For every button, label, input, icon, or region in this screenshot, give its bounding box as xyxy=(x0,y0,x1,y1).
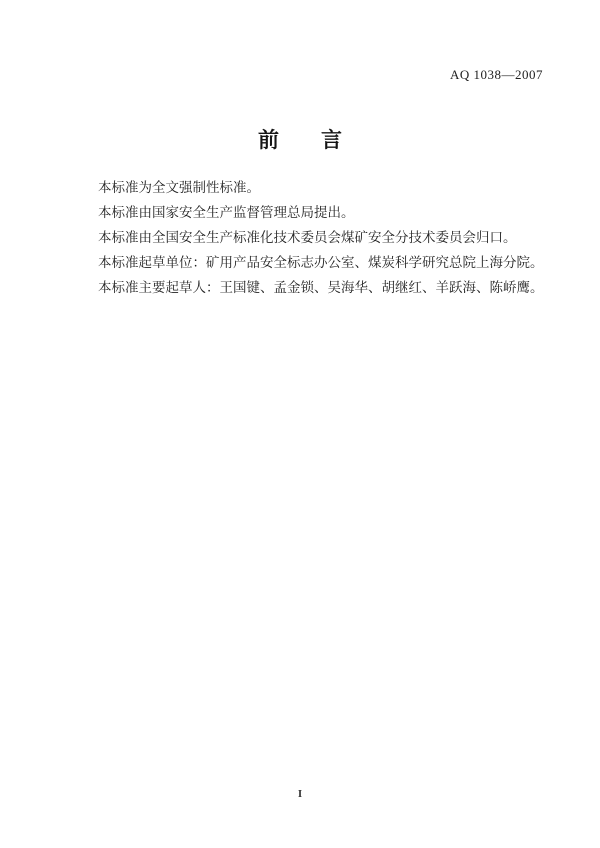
paragraph: 本标准起草单位：矿用产品安全标志办公室、煤炭科学研究总院上海分院。 xyxy=(98,255,544,270)
paragraph: 本标准由全国安全生产标准化技术委员会煤矿安全分技术委员会归口。 xyxy=(98,230,517,245)
paragraph: 本标准主要起草人：王国键、孟金锁、吴海华、胡继红、羊跃海、陈峤鹰。 xyxy=(98,280,544,295)
document-number: AQ 1038—2007 xyxy=(449,67,543,82)
foreword-title: 前 言 xyxy=(258,129,342,152)
paragraph: 本标准为全文强制性标准。 xyxy=(98,180,260,195)
foreword-body xyxy=(71,175,544,300)
paragraph: 本标准由国家安全生产监督管理总局提出。 xyxy=(98,205,355,220)
page-number: I xyxy=(297,788,303,800)
